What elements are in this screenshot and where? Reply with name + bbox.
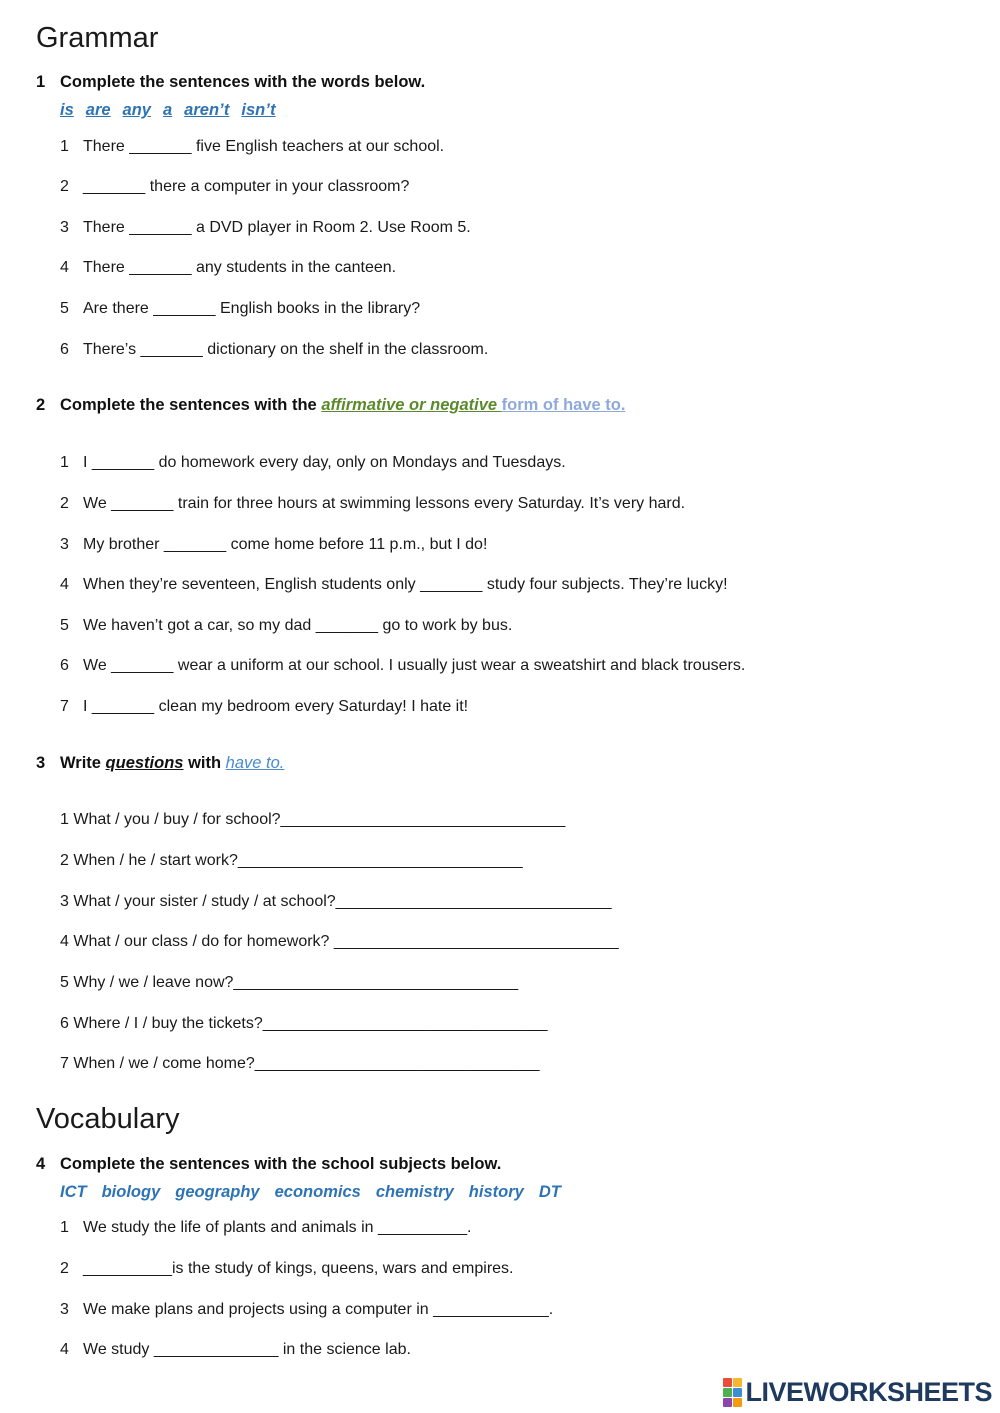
item-number: 1 bbox=[60, 138, 69, 155]
exercise-item[interactable] bbox=[60, 617, 512, 635]
item-number: 3 bbox=[60, 1301, 69, 1318]
exercise-item[interactable] bbox=[60, 1260, 514, 1278]
exercise-item[interactable] bbox=[60, 300, 420, 318]
item-text: I _______ clean my bedroom every Saturday! I hate it! bbox=[83, 698, 469, 715]
item-text: There’s _______ dictionary on the shelf in the classroom. bbox=[83, 341, 489, 358]
exercise-item[interactable] bbox=[60, 576, 728, 594]
logo-square bbox=[723, 1378, 732, 1387]
question-write-item[interactable]: 6 Where / I / buy the tickets?________________________________ bbox=[60, 1015, 548, 1032]
item-number: 2 bbox=[60, 178, 69, 195]
instruction-highlight-blue: form of have to. bbox=[501, 396, 626, 414]
exercise-item[interactable] bbox=[60, 138, 444, 156]
word-bank-word: any bbox=[122, 101, 151, 119]
section-title-vocabulary: Vocabulary bbox=[36, 1103, 180, 1135]
question-write-item[interactable]: 3 What / your sister / study / at school?_______________________________ bbox=[60, 893, 612, 910]
exercise-item[interactable] bbox=[60, 178, 409, 196]
instruction-link: have to. bbox=[225, 754, 285, 772]
question-write-item[interactable]: 1 What / you / buy / for school?________________________________ bbox=[60, 811, 566, 828]
word-bank-4 bbox=[60, 1183, 561, 1202]
question-instruction: Write bbox=[60, 754, 106, 772]
question-number: 4 bbox=[36, 1155, 46, 1173]
question-1-heading bbox=[36, 73, 425, 92]
item-number: 5 bbox=[60, 300, 69, 317]
logo-square bbox=[733, 1378, 742, 1387]
question-4-heading bbox=[36, 1155, 501, 1174]
exercise-item[interactable] bbox=[60, 1219, 471, 1237]
word-bank-word: is bbox=[60, 101, 74, 119]
logo-mark-icon bbox=[723, 1378, 742, 1407]
item-text: _______ there a computer in your classroom? bbox=[83, 178, 410, 195]
question-write-item[interactable]: 7 When / we / come home?________________________________ bbox=[60, 1055, 540, 1072]
exercise-item[interactable] bbox=[60, 454, 566, 472]
question-number: 3 bbox=[36, 754, 46, 772]
word-bank-1 bbox=[60, 101, 276, 120]
item-number: 6 bbox=[60, 341, 69, 358]
instruction-highlight-green: affirmative or negative bbox=[321, 396, 502, 414]
item-number: 2 bbox=[60, 1260, 69, 1277]
item-number: 5 bbox=[60, 617, 69, 634]
question-number: 2 bbox=[36, 396, 46, 414]
exercise-item[interactable] bbox=[60, 1301, 553, 1319]
item-text: We make plans and projects using a computer in _____________. bbox=[83, 1301, 554, 1318]
item-number: 3 bbox=[60, 536, 69, 553]
item-number: 4 bbox=[60, 576, 69, 593]
exercise-item[interactable] bbox=[60, 495, 685, 513]
question-instruction: with bbox=[183, 754, 226, 772]
word-bank-word: economics bbox=[274, 1183, 361, 1201]
logo-square bbox=[733, 1398, 742, 1407]
item-number: 4 bbox=[60, 259, 69, 276]
question-number: 1 bbox=[36, 73, 46, 91]
exercise-item[interactable] bbox=[60, 657, 745, 675]
question-3-heading bbox=[36, 754, 284, 773]
item-text: __________is the study of kings, queens, wars and empires. bbox=[83, 1260, 514, 1277]
word-bank-word: biology bbox=[101, 1183, 161, 1201]
item-number: 2 bbox=[60, 495, 69, 512]
item-text: We _______ wear a uniform at our school. I usually just wear a sweatshirt and black trousers. bbox=[83, 657, 746, 674]
word-bank-word: DT bbox=[538, 1183, 561, 1201]
item-text: There _______ five English teachers at our school. bbox=[83, 138, 445, 155]
question-2-heading bbox=[36, 396, 625, 415]
item-text: My brother _______ come home before 11 p.m., but I do! bbox=[83, 536, 488, 553]
logo-square bbox=[733, 1388, 742, 1397]
exercise-item[interactable] bbox=[60, 1341, 411, 1359]
item-text: We study ______________ in the science lab. bbox=[83, 1341, 411, 1358]
liveworksheets-logo[interactable] bbox=[723, 1377, 992, 1407]
item-text: We haven’t got a car, so my dad _______ go to work by bus. bbox=[83, 617, 513, 634]
word-bank-word: chemistry bbox=[375, 1183, 454, 1201]
item-number: 1 bbox=[60, 1219, 69, 1236]
word-bank-word: ICT bbox=[60, 1183, 87, 1201]
word-bank-word: are bbox=[85, 101, 111, 119]
exercise-item[interactable] bbox=[60, 341, 488, 359]
exercise-item[interactable] bbox=[60, 259, 396, 277]
item-number: 1 bbox=[60, 454, 69, 471]
question-instruction: Complete the sentences with the school subjects below. bbox=[60, 1155, 502, 1173]
exercise-item[interactable] bbox=[60, 219, 471, 237]
question-write-item[interactable]: 2 When / he / start work?________________________________ bbox=[60, 852, 523, 869]
logo-square bbox=[723, 1398, 732, 1407]
item-text: Are there _______ English books in the library? bbox=[83, 300, 421, 317]
item-text: I _______ do homework every day, only on Mondays and Tuesdays. bbox=[83, 454, 566, 471]
item-number: 6 bbox=[60, 657, 69, 674]
word-bank-word: isn’t bbox=[241, 101, 276, 119]
word-bank-word: history bbox=[468, 1183, 524, 1201]
question-instruction: Complete the sentences with the bbox=[60, 396, 322, 414]
exercise-item[interactable] bbox=[60, 698, 468, 716]
item-number: 3 bbox=[60, 219, 69, 236]
item-number: 4 bbox=[60, 1341, 69, 1358]
item-text: When they’re seventeen, English students only _______ study four subjects. They’re lucky! bbox=[83, 576, 728, 593]
question-write-item[interactable]: 4 What / our class / do for homework? ________________________________ bbox=[60, 933, 619, 950]
section-title-grammar: Grammar bbox=[36, 22, 159, 54]
instruction-underlined: questions bbox=[105, 754, 184, 772]
item-text: We _______ train for three hours at swimming lessons every Saturday. It’s very hard. bbox=[83, 495, 686, 512]
word-bank-word: aren’t bbox=[184, 101, 230, 119]
logo-text: LIVEWORKSHEETS bbox=[745, 1376, 992, 1407]
word-bank-word: a bbox=[162, 101, 173, 119]
item-text: There _______ a DVD player in Room 2. Use Room 5. bbox=[83, 219, 471, 236]
word-bank-word: geography bbox=[175, 1183, 260, 1201]
logo-square bbox=[723, 1388, 732, 1397]
question-instruction: Complete the sentences with the words below. bbox=[60, 73, 426, 91]
item-text: There _______ any students in the canteen. bbox=[83, 259, 397, 276]
item-text: We study the life of plants and animals in __________. bbox=[83, 1219, 472, 1236]
exercise-item[interactable] bbox=[60, 536, 487, 554]
item-number: 7 bbox=[60, 698, 69, 715]
question-write-item[interactable]: 5 Why / we / leave now?________________________________ bbox=[60, 974, 519, 991]
